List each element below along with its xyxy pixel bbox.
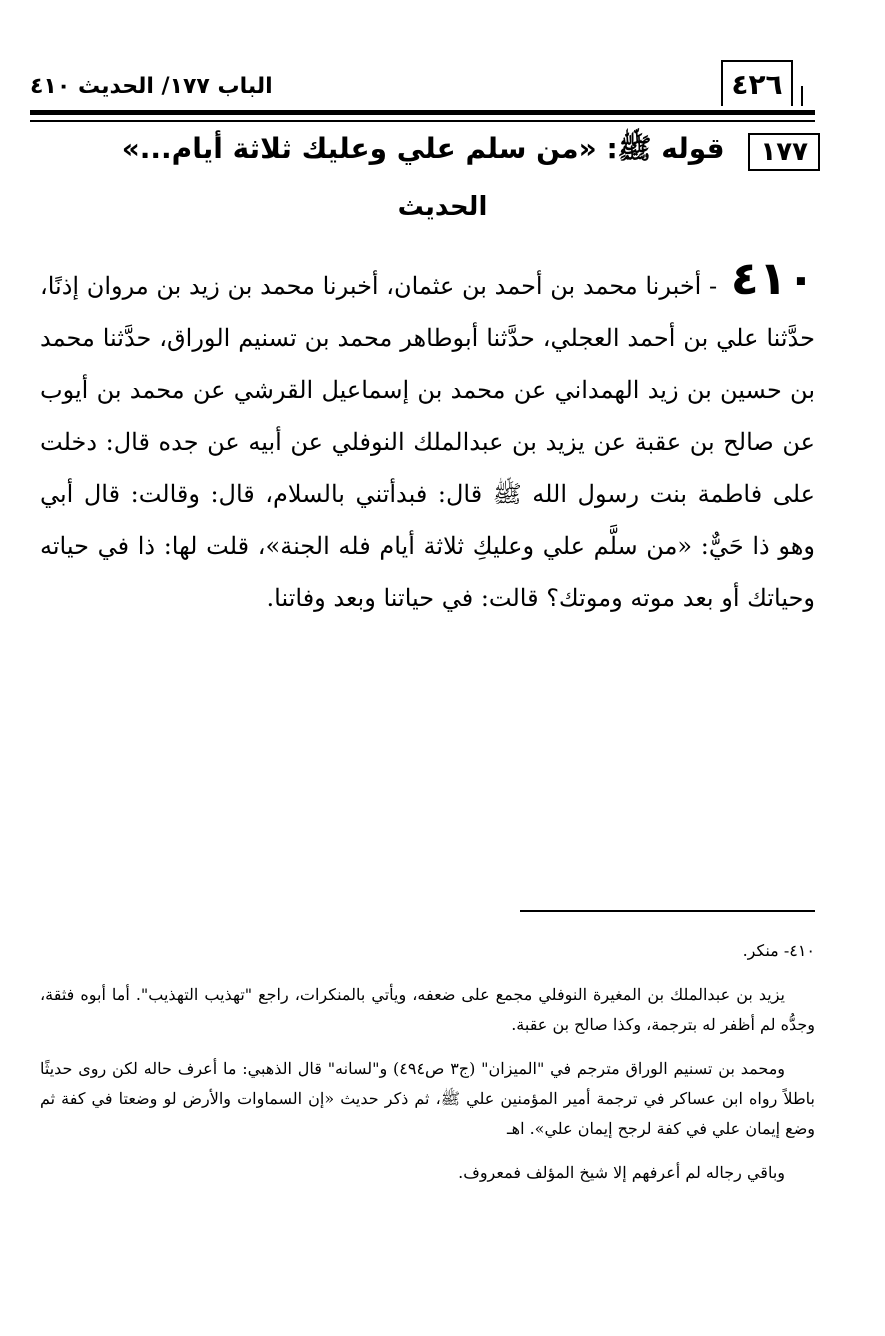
page-header <box>30 60 815 112</box>
running-head: الباب ١٧٧/ الحديث ٤١٠ <box>30 74 273 99</box>
chapter-heading: قوله ﷺ: «من سلم علي وعليك ثلاثة أيام...» <box>121 132 725 165</box>
footnote-paragraph: وباقي رجاله لم أعرفهم إلا شيخ المؤلف فمعروف. <box>458 1163 785 1182</box>
hadith-body <box>40 252 815 624</box>
header-rule-thin <box>30 120 815 122</box>
footnote-grade: ٤١٠- منكر. <box>742 941 815 960</box>
footnote-paragraph: يزيد بن عبدالملك بن المغيرة النوفلي مجمع على ضعفه، ويأتي بالمنكرات، راجع "تهذيب التهذيب". أما أبوه فثقة، وجدُّه لم أظفر له بترجمة، وكذا صالح بن عقبة. <box>40 985 815 1034</box>
footnote-paragraph: ومحمد بن تسنيم الوراق مترجم في "الميزان" (ج٣ ص٤٩٤) و"لسانه" قال الذهبي: ما أعرف حاله لكن روى حديثًا باطلاً رواه ابن عساكر في ترجمة أمير المؤمنين علي ﷺ، ثم ذكر حديث «إن السماوات والأرض لو وضعتا في كفة ثم وضع إيمان علي في كفة لرجح إيمان علي». اهـ <box>40 1059 815 1138</box>
hadith-number: ٤١٠ <box>730 251 815 305</box>
header-rule <box>30 110 815 115</box>
footnotes <box>40 936 815 1202</box>
chapter-number: ١٧٧ <box>748 133 820 171</box>
hadith-text: - أخبرنا محمد بن أحمد بن عثمان، أخبرنا محمد بن زيد بن مروان إذنًا، حدَّثنا علي بن أحمد العجلي، حدَّثنا أبوطاهر محمد بن تسنيم الوراق، حدَّثنا محمد بن حسين بن زيد الهمداني عن محمد بن إسماعيل القرشي عن محمد بن أيوب عن صالح بن عقبة عن يزيد بن عبدالملك النوفلي عن أبيه عن جده قال: دخلت على فاطمة بنت رسول الله ﷺ قال: فبدأتني بالسلام، قال: وقالت: قال أبي وهو ذا حَيٌّ: «من سلَّم علي وعليكِ ثلاثة أيام فله الجنة»، قلت لها: ذا في حياته وحياتك أو بعد موته وموتك؟ قالت: في حياتنا وبعد وفاتنا. <box>40 272 815 612</box>
section-title: الحديث <box>397 192 488 222</box>
page-number: ٤٢٦ <box>721 60 793 106</box>
footnote-divider <box>520 910 815 912</box>
chapter-title <box>60 132 820 182</box>
